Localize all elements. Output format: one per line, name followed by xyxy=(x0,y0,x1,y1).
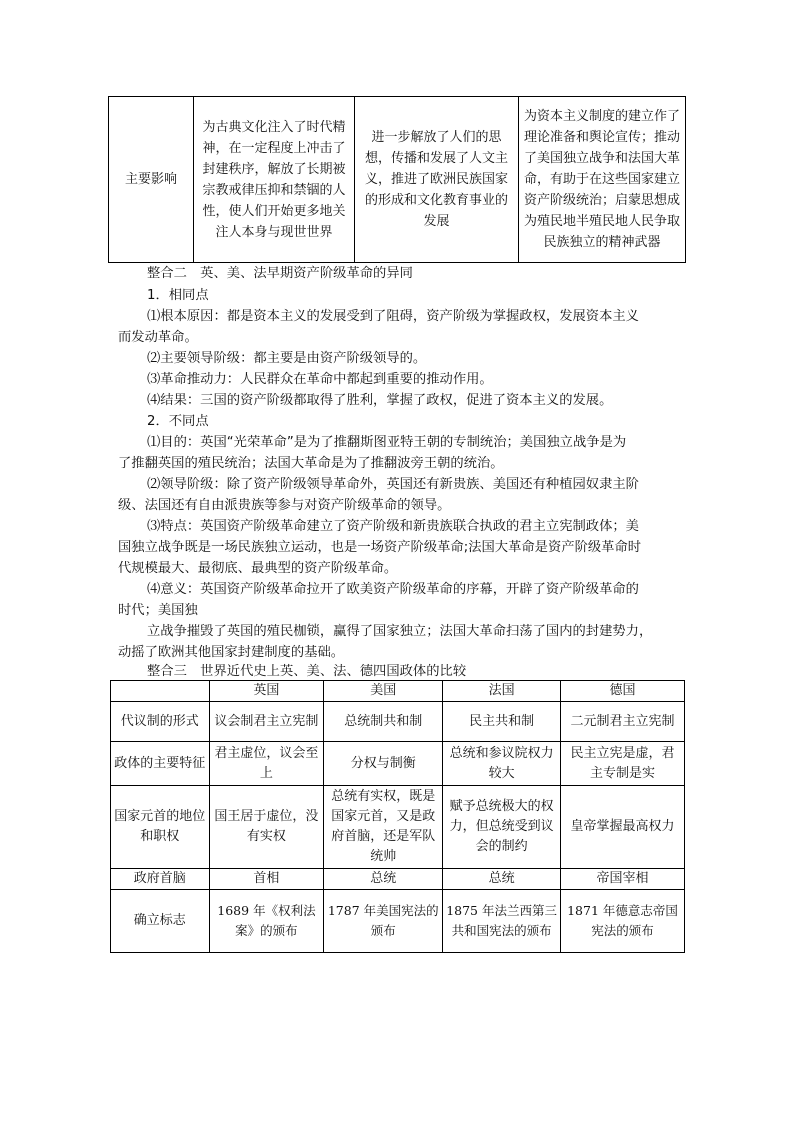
table-cell: 国王居于虚位，没有实权 xyxy=(209,786,324,869)
impact-renaissance: 为古典文化注入了时代精神，在一定程度上冲击了封建秩序，解放了长期被宗教戒律压抑和禁锢的人性，使人们开始更多地关注人本身与现世世界 xyxy=(194,97,355,263)
paragraph: ⑵主要领导阶级：都主要是由资产阶级领导的。 xyxy=(147,351,427,366)
table-cell: 总统和参议院权力较大 xyxy=(443,742,561,786)
paragraph: 国独立战争既是一场民族独立运动，也是一场资产阶级革命;法国大革命是资产阶级革命时 xyxy=(118,540,642,555)
paragraph: 了推翻英国的殖民统治；法国大革命是为了推翻波旁王朝的统治。 xyxy=(118,456,504,471)
table-cell: 确立标志 xyxy=(111,890,210,953)
paragraph: ⑴根本原因：都是资本主义的发展受到了阻碍，资产阶级为掌握政权，发展资本主义 xyxy=(147,309,639,324)
header-cell: 英国 xyxy=(209,681,324,702)
paragraph: ⑶革命推动力：人民群众在革命中都起到重要的推动作用。 xyxy=(147,372,493,387)
paragraph: ⑴目的：英国“光荣革命”是为了推翻斯图亚特王朝的专制统治；美国独立战争是为 xyxy=(147,435,627,450)
table-cell: 总统有实权，既是国家元首，又是政府首脑，还是军队统帅 xyxy=(324,786,443,869)
table-cell: 君主虚位，议会至上 xyxy=(209,742,324,786)
table-row xyxy=(111,786,685,869)
table-cell: 1689 年《权利法案》的颁布 xyxy=(209,890,324,953)
paragraph: 立战争摧毁了英国的殖民枷锁，赢得了国家独立；法国大革命扫荡了国内的封建势力， xyxy=(147,624,653,639)
header-cell: 德国 xyxy=(561,681,685,702)
table-cell: 代议制的形式 xyxy=(111,702,210,742)
table-cell: 议会制君主立宪制 xyxy=(209,702,324,742)
impact-enlightenment: 为资本主义制度的建立作了理论准备和舆论宣传；推动了美国独立战争和法国大革命，有助于在这些国家建立资产阶级统治；启蒙思想成为殖民地半殖民地人民争取民族独立的精神武器 xyxy=(519,97,686,263)
paragraph: ⑶特点：英国资产阶级革命建立了资产阶级和新贵族联合执政的君主立宪制政体；美 xyxy=(147,519,639,534)
table-cell: 皇帝掌握最高权力 xyxy=(561,786,685,869)
table-cell: 1871 年德意志帝国宪法的颁布 xyxy=(561,890,685,953)
section2-sub1: 1．相同点 xyxy=(147,288,209,303)
table-cell: 政体的主要特征 xyxy=(111,742,210,786)
paragraph: ⑷结果：三国的资产阶级都取得了胜利，掌握了政权，促进了资本主义的发展。 xyxy=(147,393,613,408)
paragraph: 代规模最大、最彻底、最典型的资产阶级革命。 xyxy=(118,561,398,576)
paragraph: 级、法国还有自由派贵族等参与对资产阶级革命的领导。 xyxy=(118,498,451,513)
table-row xyxy=(111,869,685,890)
table-cell: 总统 xyxy=(443,869,561,890)
table-header-row xyxy=(111,681,685,702)
table-cell: 政府首脑 xyxy=(111,869,210,890)
table-cell: 1787 年美国宪法的颁布 xyxy=(324,890,443,953)
table-cell: 首相 xyxy=(209,869,324,890)
table-cell: 1875 年法兰西第三共和国宪法的颁布 xyxy=(443,890,561,953)
table-cell: 帝国宰相 xyxy=(561,869,685,890)
table-cell: 民主共和制 xyxy=(443,702,561,742)
table-cell: 国家元首的地位和职权 xyxy=(111,786,210,869)
header-cell: 美国 xyxy=(324,681,443,702)
header-cell xyxy=(111,681,210,702)
section2-sub2: 2．不同点 xyxy=(147,414,209,429)
paragraph: 时代；美国独 xyxy=(118,603,198,618)
table-cell: 分权与制衡 xyxy=(324,742,443,786)
paragraph: 动摇了欧洲其他国家封建制度的基础。 xyxy=(118,645,345,660)
section3-heading: 整合三 世界近代史上英、美、法、德四国政体的比较 xyxy=(147,664,467,679)
table-row xyxy=(109,97,686,263)
impact-reformation: 进一步解放了人们的思想，传播和发展了人文主义，推进了欧洲民族国家的形成和文化教育事业的发展 xyxy=(355,97,519,263)
header-cell: 法国 xyxy=(443,681,561,702)
table-cell: 总统制共和制 xyxy=(324,702,443,742)
paragraph: ⑷意义：英国资产阶级革命拉开了欧美资产阶级革命的序幕，开辟了资产阶级革命的 xyxy=(147,582,639,597)
comparison-table xyxy=(110,680,685,953)
paragraph: ⑵领导阶级：除了资产阶级领导革命外，英国还有新贵族、美国还有种植园奴隶主阶 xyxy=(147,477,639,492)
table-cell: 赋予总统极大的权力，但总统受到议会的制约 xyxy=(443,786,561,869)
table-cell: 民主立宪是虚，君主专制是实 xyxy=(561,742,685,786)
table-cell: 总统 xyxy=(324,869,443,890)
table-row xyxy=(111,702,685,742)
table-row xyxy=(111,890,685,953)
section2-heading: 整合二 英、美、法早期资产阶级革命的异同 xyxy=(147,266,413,281)
impact-table xyxy=(108,96,686,263)
table-cell: 二元制君主立宪制 xyxy=(561,702,685,742)
table-row xyxy=(111,742,685,786)
paragraph: 而发动革命。 xyxy=(118,330,198,345)
impact-label: 主要影响 xyxy=(109,97,194,263)
